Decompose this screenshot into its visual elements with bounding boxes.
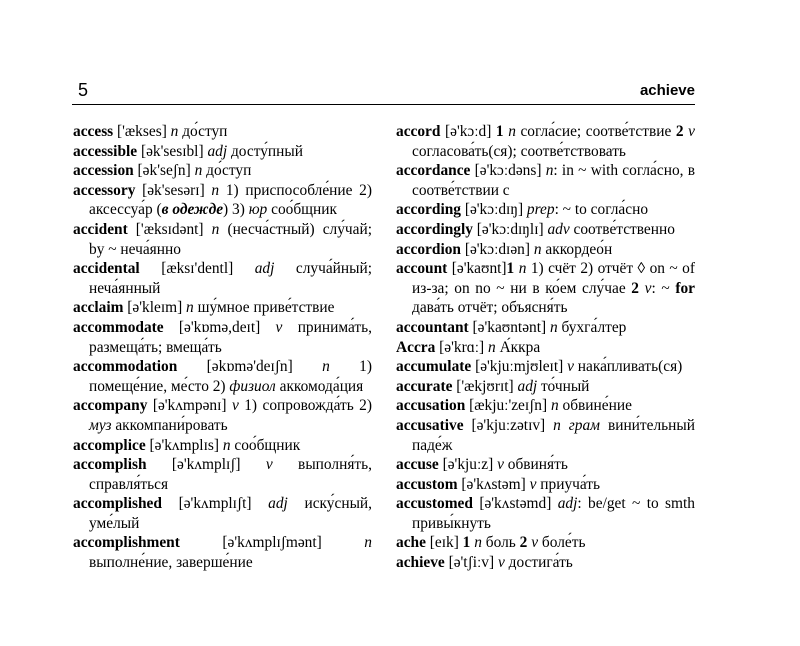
dictionary-entry (396, 377, 695, 397)
entry-text: 1) помеще́ние, ме́сто 2) (89, 358, 372, 395)
dictionary-entry (396, 494, 695, 533)
grammar-label: v (567, 358, 574, 376)
headword: accession (73, 162, 134, 180)
entry-text: [ə'kɔːdəns] (470, 162, 546, 180)
dictionary-entry (73, 533, 372, 572)
grammar-label: физиол (229, 377, 276, 395)
entry-text: [ə'kjuːzətɪv] (463, 416, 554, 434)
entry-text: [ək'seʃn] (133, 162, 195, 180)
grammar-label: n (186, 299, 194, 317)
entry-text: : ~ to согла́сно (554, 201, 649, 219)
grammar-label: n (194, 162, 203, 180)
headword: accumulate (396, 358, 472, 376)
right-column (396, 122, 695, 573)
entry-text: [æksɪ'dentl] (139, 260, 255, 278)
headword: accustomed (396, 495, 473, 513)
entry-text: ['ækses] (113, 123, 171, 140)
headword: accessory (73, 181, 136, 199)
entry-text (561, 417, 569, 434)
entry-text: [ə'kɔːdɪŋ] (460, 201, 527, 219)
entry-text: : ~ (651, 279, 676, 297)
entry-text: [ə'kɔːdɪŋlɪ] (472, 220, 548, 238)
headword: accurate (396, 377, 453, 395)
dictionary-entry (396, 200, 695, 220)
grammar-label: n (553, 416, 561, 434)
entry-text: согласова́ть(ся); соотве́тствовать (412, 142, 626, 160)
entry-text: соотве́тственно (569, 220, 675, 238)
entry-text: до́ступ (178, 123, 228, 140)
entry-text: (несча́стный) слу́чай; by ~ неча́янно (89, 220, 372, 258)
grammar-label: n (211, 181, 220, 199)
entry-text: ) 3) (223, 201, 249, 219)
entry-text: [ə'tʃiːv] (444, 554, 498, 572)
dictionary-entry (396, 533, 695, 553)
dictionary-entry (396, 475, 695, 495)
dictionary-entry (396, 338, 695, 358)
grammar-label: n (170, 123, 179, 140)
headword: accompany (73, 397, 148, 415)
entry-text: [eɪk] (425, 534, 463, 552)
headword: accusative (396, 416, 464, 434)
headword: accomplished (73, 495, 162, 513)
entry-text: [ə'kjuːmjʊleɪt] (471, 358, 568, 376)
grammar-label: adj (517, 377, 538, 395)
sense-number: 2 (631, 279, 639, 297)
entry-text: выполне́ние, заверше́ние (89, 554, 253, 572)
entry-text: [ə'kɔːdɪən] (460, 240, 534, 258)
headword: accomplishment (73, 534, 180, 552)
entry-text: аккомода́ция (275, 377, 364, 395)
entry-text: [ə'kjuːz] (438, 456, 498, 474)
entry-text: случа́йный; неча́янный (89, 260, 372, 297)
headword: accusation (396, 397, 466, 415)
entry-text: дава́ть отчёт; объясня́ть (412, 299, 568, 317)
headword: Accra (396, 338, 436, 356)
headword: accident (73, 220, 128, 238)
headword: accommodate (73, 318, 164, 336)
grammar-label: adj (207, 142, 228, 160)
dictionary-entry (396, 553, 695, 573)
grammar-label: v (644, 279, 652, 297)
grammar-label: v (497, 456, 504, 474)
dictionary-entry (396, 240, 695, 260)
entry-text: аккордео́н (541, 240, 613, 258)
entry-text: : be/get ~ to smth привы́кнуть (412, 495, 695, 532)
entry-text: [ə'kʌmplɪʃmənt] (179, 534, 365, 552)
entry-text: обвиня́ть (503, 456, 568, 474)
dictionary-entry (73, 436, 372, 456)
entry-text: аккомпани́ровать (111, 416, 228, 434)
header-rule (72, 104, 695, 105)
dictionary-entry (396, 396, 695, 416)
sense-number: 2 (675, 123, 684, 140)
dictionary-entry (73, 142, 372, 162)
grammar-label: n (322, 358, 330, 376)
headword: accordion (396, 240, 461, 258)
grammar-label: муз (89, 416, 112, 434)
entry-text: [ə'kʌstəm] (457, 475, 530, 493)
grammar-label: v (531, 534, 539, 552)
grammar-label: n (474, 534, 482, 552)
dictionary-entry (396, 318, 695, 338)
dictionary-entry (396, 259, 695, 318)
entry-text: [əkɒmə'deɪʃn] (177, 358, 323, 376)
headword: accordance (396, 162, 471, 180)
entry-text: соо́бщник (230, 436, 301, 454)
grammar-label: n (518, 260, 527, 278)
page-number: 5 (78, 80, 89, 100)
grammar-label: v (265, 456, 273, 474)
grammar-label: n (549, 318, 558, 336)
entry-text: 1) сопровожда́ть 2) (238, 397, 372, 415)
entry-text: достига́ть (504, 554, 573, 572)
dictionary-entry (73, 161, 372, 181)
running-head: achieve (639, 82, 695, 99)
grammar-label: n (533, 240, 542, 258)
grammar-label: грам (568, 416, 600, 434)
entry-text: : in ~ with согла́сно, в соотве́тствии с (412, 162, 695, 199)
entry-text: согла́сие; соотве́тствие (515, 123, 676, 140)
dictionary-entry (396, 122, 695, 161)
entry-text: до́ступ (202, 162, 252, 180)
grammar-label: n (550, 397, 559, 415)
entry-text: принима́ть, размеща́ть; вмеща́ть (89, 318, 372, 356)
entry-text: [ə'kɔːd] (440, 123, 496, 140)
grammar-label: n (211, 220, 220, 238)
headword: accomplice (73, 436, 146, 454)
grammar-label: v (497, 554, 505, 572)
grammar-label: в одежде (161, 201, 224, 219)
entry-text: 1) приспособле́ние 2) аксессуа́р ( (89, 181, 372, 219)
headword: achieve (396, 554, 445, 572)
entry-text: [ə'krɑː] (435, 338, 489, 356)
dictionary-entry (73, 181, 372, 220)
dictionary-entry (396, 357, 695, 377)
dictionary-entry (73, 455, 372, 494)
entry-text: вини́тельный паде́ж (412, 416, 695, 454)
dictionary-entry (396, 455, 695, 475)
headword: acclaim (73, 299, 124, 317)
dictionary-entry (73, 122, 372, 142)
entry-text: [ə'kʌmplɪʃt] (161, 495, 269, 513)
grammar-label: n (222, 436, 231, 454)
entry-text: [ə'kʌmplɪs] (145, 436, 223, 454)
headword: accommodation (73, 358, 178, 376)
sense-number: for (675, 279, 695, 297)
grammar-label: n (508, 123, 516, 140)
dictionary-entry (396, 161, 695, 200)
entry-text: приуча́ть (536, 475, 601, 493)
grammar-label: v (231, 397, 239, 415)
dictionary-entry (73, 259, 372, 298)
entry-text: ['ækjʊrɪt] (452, 377, 518, 395)
sense-number: 1 (462, 534, 471, 552)
entry-text: шу́мное приве́тствие (193, 299, 335, 317)
entry-text: [ə'kɒmə,deɪt] (163, 318, 276, 336)
grammar-label: n (488, 338, 496, 356)
headword: account (396, 260, 448, 278)
grammar-label: v (688, 123, 695, 140)
grammar-label: n (545, 162, 554, 180)
left-column (73, 122, 372, 573)
sense-number: 1 (506, 260, 515, 278)
grammar-label: v (529, 475, 537, 493)
grammar-label: v (275, 318, 283, 336)
entry-text: выполня́ть, справля́ться (89, 456, 372, 493)
entry-text: иску́сный, уме́лый (89, 495, 372, 532)
headword: ache (396, 534, 426, 552)
grammar-label: юр (248, 201, 268, 219)
headword: accuse (396, 456, 439, 474)
dictionary-entry (396, 220, 695, 240)
headword: access (73, 123, 114, 140)
entry-text: 1) счёт 2) отчёт ◊ on ~ of из-за; on no ~ ни в ко́ем слу́чае (412, 260, 695, 297)
grammar-label: adv (547, 220, 570, 238)
grammar-label: n (364, 534, 372, 552)
grammar-label: adj (557, 495, 578, 513)
entry-text: боле́ть (538, 534, 586, 552)
headword: accountant (396, 318, 469, 336)
entry-text: [ə'kʌmpənɪ] (147, 397, 232, 415)
dictionary-entry (73, 298, 372, 318)
entry-text: обвине́ние (558, 397, 632, 415)
dictionary-entry (73, 494, 372, 533)
entry-text: [ə'kaʊntənt] (468, 318, 550, 336)
headword: accustom (396, 475, 458, 493)
grammar-label: prep (526, 201, 555, 219)
dictionary-entry (73, 396, 372, 435)
sense-number: 1 (495, 123, 504, 140)
dictionary-entry (73, 318, 372, 357)
entry-text: ['æksɪdənt] (127, 220, 212, 238)
entry-text: [ə'kaʊnt] (447, 260, 507, 278)
entry-text: нака́пливать(ся) (573, 358, 683, 376)
headword: accord (396, 123, 441, 140)
dictionary-entry (396, 416, 695, 455)
entry-text: соо́бщник (267, 201, 337, 219)
entry-text: боль (481, 534, 520, 552)
entry-text: [ə'kʌmplɪʃ] (146, 456, 266, 474)
entry-text: [ə'kʌstəmd] (472, 495, 558, 513)
entry-text: [ə'kleɪm] (123, 299, 187, 317)
headword: accessible (73, 142, 138, 160)
headword: according (396, 201, 461, 219)
entry-text: [ækjuː'zeɪʃn] (465, 397, 551, 415)
entry-text: [ək'sesərɪ] (135, 181, 212, 199)
sense-number: 2 (519, 534, 528, 552)
headword: accordingly (396, 220, 473, 238)
entry-text: А́ккра (495, 338, 541, 356)
headword: accidental (73, 260, 140, 278)
grammar-label: adj (254, 260, 275, 278)
entry-text: бухга́лтер (557, 318, 627, 336)
headword: accomplish (73, 456, 147, 474)
entry-text: то́чный (537, 377, 590, 395)
entry-text: [ək'sesɪbl] (137, 142, 208, 160)
dictionary-entry (73, 220, 372, 259)
entry-text: досту́пный (227, 142, 303, 160)
grammar-label: adj (268, 495, 288, 513)
dictionary-entry (73, 357, 372, 396)
